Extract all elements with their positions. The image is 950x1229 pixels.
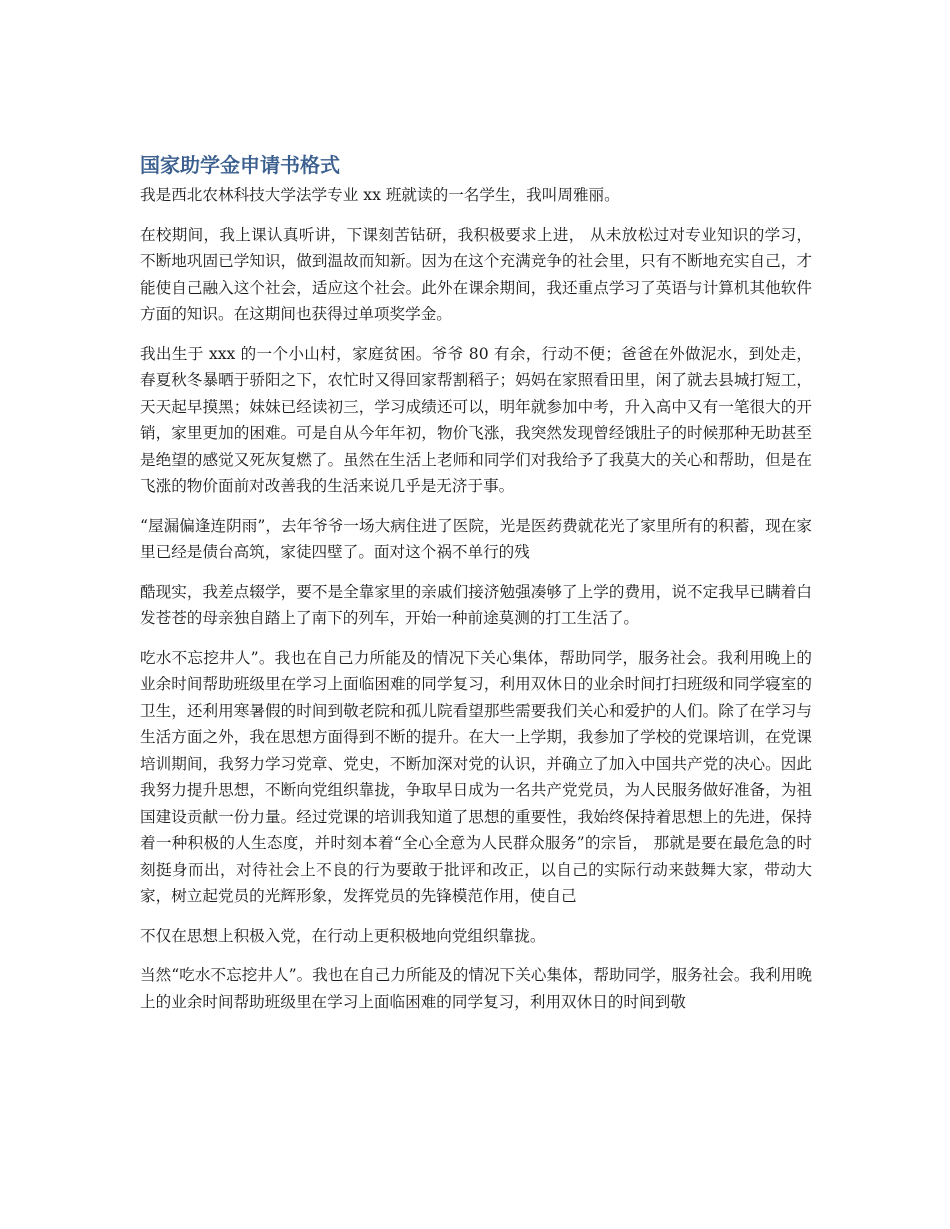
paragraph-hardship: “屋漏偏逢连阴雨”，去年爷爷一场大病住进了医院，光是医药费就花光了家里所有的积蓄，现在家里已经是债台高筑，家徒四壁了。面对这个祸不单行的残 — [140, 516, 812, 561]
paragraph-family: 我出生于 xxx 的一个小山村，家庭贫困。爷爷 80 有余，行动不便；爸爸在外做泥水，到处走，春夏秋冬暴晒于骄阳之下，农忙时又得回家帮割稻子；妈妈在家照看田里，闲了就去县城打短工，天天起早摸黑；妹妹已经读初三，学习成绩还可以，明年就参加中考，升入高中又有一笔很大的开销，家里更加的困难。可是自从今年年初，物价飞涨，我突然发现曾经饿肚子的时候那种无助甚至是绝望的感觉又死灰复燃了。虽然在生活上老师和同学们对我给予了我莫大的关心和帮助，但是在飞涨的物价面前对改善我的生活来说几乎是无济于事。 — [140, 344, 812, 495]
document-title: 国家助学金申请书格式 — [140, 153, 340, 177]
paragraph-party: 不仅在思想上积极入党，在行动上更积极地向党组织靠拢。 — [140, 926, 546, 945]
paragraph-study: 在校期间，我上课认真听讲，下课刻苦钻研，我积极要求上进， 从未放松过对专业知识的学习，不断地巩固已学知识，做到温故而知新。因为在这个充满竞争的社会里，只有不断地充实自己，才能使自己融入这个社会，适应这个社会。此外在课余期间，我还重点学习了英语与计算机其他软件方面的知识。在这期间也获得过单项奖学金。 — [140, 225, 812, 323]
paragraph-service: 吃水不忘挖井人”。我也在自己力所能及的情况下关心集体，帮助同学，服务社会。我利用晚上的业余时间帮助班级里在学习上面临困难的同学复习，利用双休日的业余时间打扫班级和同学寝室的卫生，还利用寒暑假的时间到敬老院和孤儿院看望那些需要我们关心和爱护的人们。除了在学习与生活方面之外，我在思想方面得到不断的提升。在大一上学期，我参加了学校的党课培训，在党课培训期间，我努力学习党章、党史，不断加深对党的认识，并确立了加入中国共产党的决心。因此我努力提升思想，不断向党组织靠拢，争取早日成为一名共产党党员，为人民服务做好准备，为祖国建设贡献一份力量。经过党课的培训我知道了思想的重要性，我始终保持着思想上的先进，保持着一种积极的人生态度，并时刻本着“全心全意为人民群众服务”的宗旨， 那就是要在最危急的时刻挺身而出，对待社会上不良的行为要敢于批评和改正，以自己的实际行动来鼓舞大家，带动大家，树立起党员的光辉形象，发挥党员的先锋模范作用，使自己 — [140, 648, 812, 905]
document-body — [140, 152, 812, 1028]
paragraph-closing: 当然“吃水不忘挖井人”。我也在自己力所能及的情况下关心集体，帮助同学，服务社会。我利用晚上的业余时间帮助班级里在学习上面临困难的同学复习，利用双休日的时间到敬 — [140, 966, 812, 1011]
paragraph-intro: 我是西北农林科技大学法学专业 xx 班就读的一名学生，我叫周雅丽。 — [140, 186, 620, 204]
paragraph-reality: 酷现实，我差点辍学，要不是全靠家里的亲戚们接济勉强凑够了上学的费用，说不定我早已瞒着白发苍苍的母亲独自踏上了南下的列车，开始一种前途莫测的打工生活了。 — [140, 582, 812, 627]
